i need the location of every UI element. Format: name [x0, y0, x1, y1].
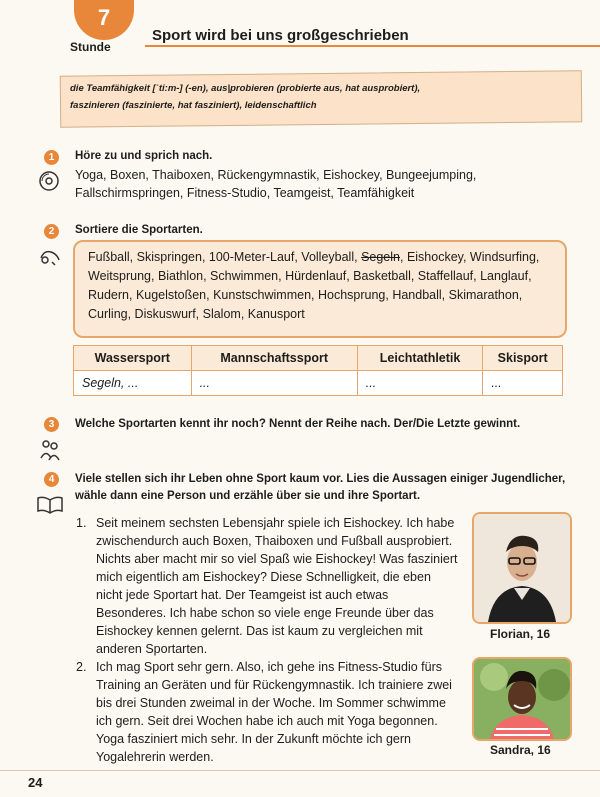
- table-header-cell: Mannschaftssport: [191, 346, 357, 371]
- florian-caption: Florian, 16: [490, 627, 551, 641]
- sorting-hand-icon: [38, 246, 62, 274]
- task-1-word-list: Yoga, Boxen, Thaiboxen, Rückengymnastik, Eishockey, Bungeejumping, Fallschirmspringen, Fitness-Studio, Teamgeist, Teamfähigkeit: [75, 168, 477, 200]
- task-3-heading: Welche Sportarten kennt ihr noch? Nennt der Reihe nach. Der/Die Letzte gewinnt.: [75, 418, 521, 430]
- text-2-number: 2.: [76, 660, 87, 674]
- page-title: Sport wird bei uns großgeschrieben: [152, 27, 409, 44]
- table-cell: Segeln, ...: [74, 371, 192, 396]
- table-row: [74, 371, 563, 396]
- sports-list-struck-example: Segeln: [361, 250, 400, 264]
- sandra-caption: Sandra, 16: [490, 743, 551, 757]
- page-number: 24: [28, 775, 43, 790]
- table-header-row: [74, 346, 563, 371]
- table-cell: ...: [483, 371, 563, 396]
- vocabulary-line-2: faszinieren (faszinierte, hat fasziniert), leidenschaftlich: [70, 100, 317, 111]
- open-book-icon: [36, 494, 64, 520]
- task-2-heading: Sortiere die Sportarten.: [75, 224, 203, 236]
- footer-divider: [0, 770, 600, 771]
- person-photo-icon: [474, 514, 570, 622]
- task-2-number: 2: [44, 224, 59, 239]
- person-photo-icon: [474, 659, 570, 739]
- table-header-cell: Wassersport: [74, 346, 192, 371]
- title-underline: [145, 45, 600, 47]
- task-1-number: 1: [44, 150, 59, 165]
- task-4-heading: Viele stellen sich ihr Leben ohne Sport kaum vor. Lies die Aussagen einiger Jugendlicher, wähle dann eine Person und erzähle über sie und ihre Sportart.: [75, 473, 566, 502]
- sandra-photo: [472, 657, 572, 741]
- sorting-table: [73, 345, 563, 396]
- lesson-label: Stunde: [70, 40, 111, 54]
- table-cell: ...: [191, 371, 357, 396]
- sports-word-list: [88, 248, 558, 324]
- vocabulary-line-1: die Teamfähigkeit [ˈti:m-] (-en), aus|probieren (probierte aus, hat ausprobiert),: [70, 83, 421, 94]
- task-4-number: 4: [44, 472, 59, 487]
- lesson-number-badge: 7: [74, 0, 134, 40]
- table-header-cell: Leichtathletik: [357, 346, 483, 371]
- text-1-body: Seit meinem sechsten Lebensjahr spiele ich Eishockey. Ich habe zwischendurch auch Boxen, Thaiboxen und Fußball ausprobiert. Nichts aber macht mir so viel Spaß wie Eishockey! Was fasziniert mich eigentlich am Eishockey? Diese Schnelligkeit, die eben nicht jede Sportart hat. Der Teamgeist ist auch etwas Besonderes. Ich habe schon so viele enge Freunde über das Eishockey kennen gelernt. Das ist kaum zu vergleichen mit anderen Sportarten.: [96, 516, 458, 656]
- task-3-number: 3: [44, 417, 59, 432]
- florian-photo: [472, 512, 572, 624]
- text-2-body: Ich mag Sport sehr gern. Also, ich gehe ins Fitness-Studio fürs Training an Geräten und für Rückengymnastik. Ich trainiere zwei bis drei Stunden zweimal in der Woche. Im Sommer schwimme ich gern. Seit drei Wochen habe ich auch mit Yoga begonnen. Yoga fasziniert mich sehr. In der Zukunft möchte ich gern Yogalehrerin werden.: [96, 660, 452, 764]
- text-1-number: 1.: [76, 516, 87, 530]
- sports-list-before: Fußball, Skispringen, 100-Meter-Lauf, Volleyball,: [88, 250, 362, 264]
- audio-cd-icon[interactable]: [38, 170, 60, 198]
- table-cell: ...: [357, 371, 483, 396]
- table-header-cell: Skisport: [483, 346, 563, 371]
- task-1-heading: Höre zu und sprich nach.: [75, 150, 213, 162]
- sports-list-after: , Eishockey, Windsurfing, Weitsprung, Biathlon, Schwimmen, Hürdenlauf, Basketball, Staffellauf, Langlauf, Rudern, Kugelstoßen, Kunstschwimmen, Hochsprung, Handball, Skimarathon, Curling, Diskuswurf, Slalom, Kanusport: [88, 250, 540, 321]
- group-people-icon: [38, 438, 62, 468]
- vocabulary-text: [70, 80, 570, 114]
